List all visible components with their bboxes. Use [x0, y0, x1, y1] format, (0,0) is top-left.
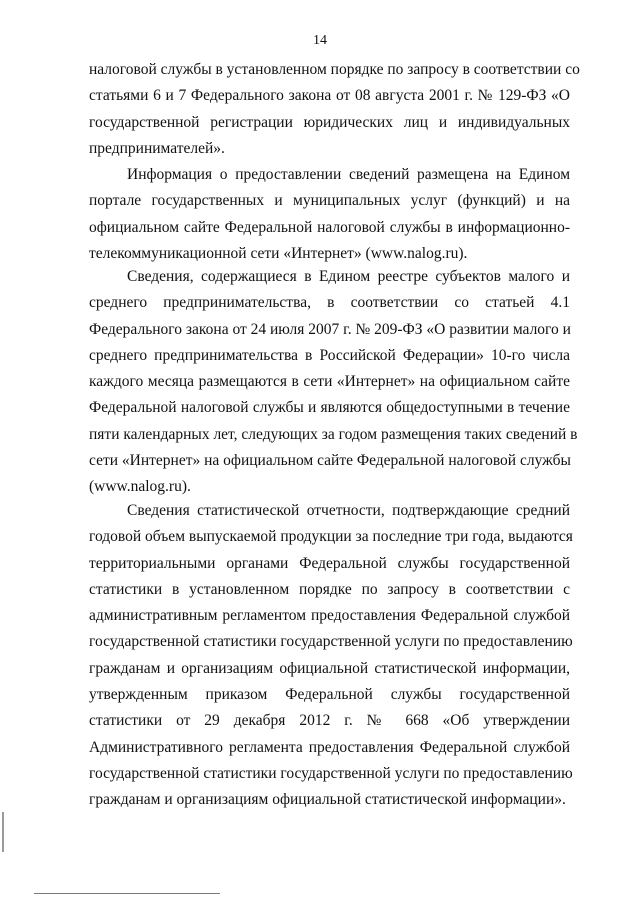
text-line: среднего предпринимательства в Российской Федерации» 10-го числа	[89, 346, 570, 364]
text-line: статистики в установленном порядке по запросу в соответствии с	[89, 580, 570, 598]
scan-margin-mark	[2, 812, 4, 852]
paragraph-3	[89, 264, 578, 501]
paragraph-4	[89, 498, 573, 814]
text-line: территориальными органами Федеральной службы государственной	[89, 554, 570, 572]
text-line: утвержденным приказом Федеральной службы государственной	[89, 686, 570, 704]
text-line: статистики от 29 декабря 2012 г. № 668 «Об утверждении	[89, 712, 570, 730]
text-line: Административного регламента предоставления Федеральной службой	[89, 738, 570, 756]
text-line: налоговой службы в установленном порядке по запросу в соответствии со	[89, 61, 580, 78]
paragraph-1	[89, 57, 580, 162]
text-line: статьями 6 и 7 Федерального закона от 08 августа 2001 г. № 129-ФЗ «О	[89, 87, 570, 105]
text-line: телекоммуникационной сети «Интернет» (www.nalog.ru).	[89, 244, 468, 262]
text-line: гражданам и организациям официальной статистической информации».	[89, 791, 566, 809]
text-line: (www.nalog.ru).	[89, 478, 191, 496]
text-line: административным регламентом предоставления Федеральной службой	[89, 607, 570, 625]
text-line: государственной статистики государственной услуги по предоставлению	[89, 633, 573, 651]
text-line: государственной регистрации юридических лиц и индивидуальных	[89, 113, 570, 131]
text-line: Федеральной налоговой службы и являются общедоступными в течение	[89, 399, 570, 417]
text-line: сети «Интернет» на официальном сайте Федеральной налоговой службы	[89, 452, 571, 470]
text-line: каждого месяца размещаются в сети «Интернет» на официальном сайте	[89, 373, 570, 391]
text-line: годовой объем выпускаемой продукции за последние три года, выдаются	[89, 528, 573, 546]
text-line: пяти календарных лет, следующих за годом размещения таких сведений в	[89, 425, 578, 443]
text-line: предпринимателей».	[89, 139, 225, 157]
page-number: 14	[313, 33, 327, 48]
text-line: Информация о предоставлении сведений размещена на Едином	[127, 166, 570, 183]
scan-bottom-rule	[34, 893, 220, 894]
paragraph-2	[89, 162, 570, 267]
text-line: государственной статистики государственной услуги по предоставлению	[89, 764, 573, 782]
text-line: Сведения, содержащиеся в Едином реестре субъектов малого и	[127, 268, 570, 285]
text-line: гражданам и организациям официальной статистической информации,	[89, 659, 570, 677]
text-line: Федерального закона от 24 июля 2007 г. № 209-ФЗ «О развитии малого и	[89, 320, 571, 338]
text-line: среднего предпринимательства, в соответствии со статьей 4.1	[89, 294, 570, 312]
text-line: портале государственных и муниципальных услуг (функций) и на	[89, 192, 570, 210]
text-line: официальном сайте Федеральной налоговой службы в информационно-	[89, 218, 570, 236]
text-line: Сведения статистической отчетности, подтверждающие средний	[127, 502, 570, 519]
